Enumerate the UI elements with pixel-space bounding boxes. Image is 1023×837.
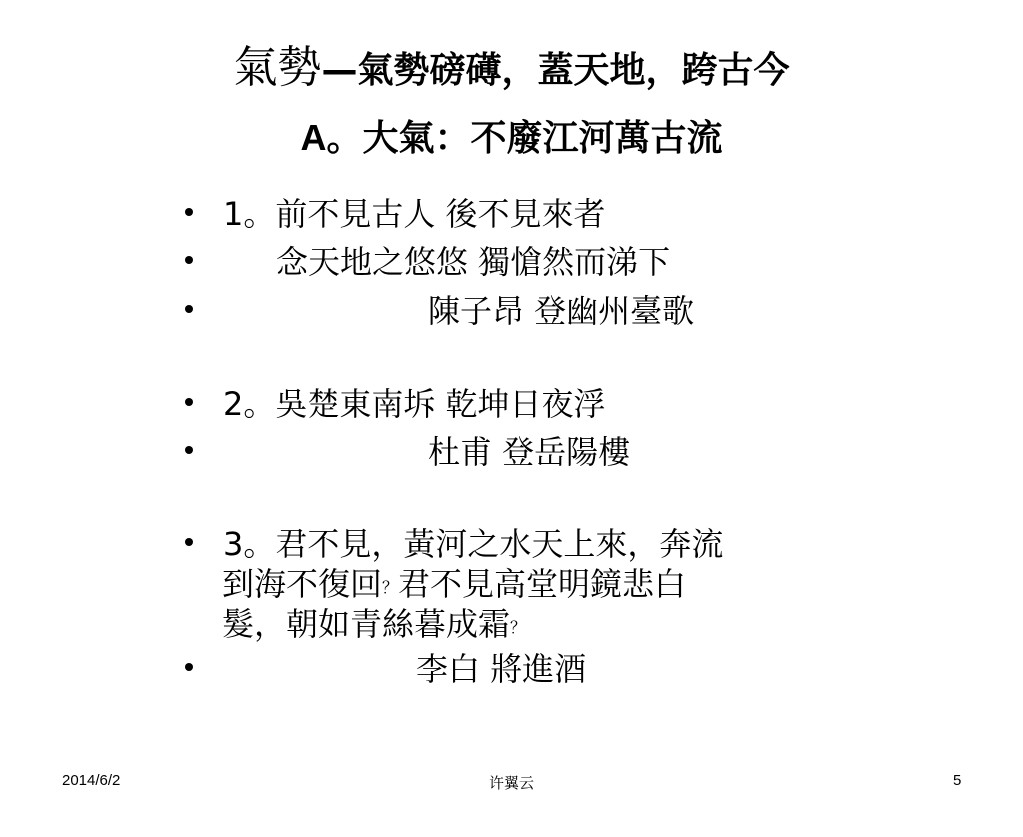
bullet-item-6-line-2 (222, 565, 687, 603)
bullet-text: 君不見高堂明鏡悲白 (398, 565, 687, 603)
bullet-dot-icon (185, 305, 193, 313)
bullet-text: ？ (382, 578, 399, 597)
bullet-dot-icon (185, 208, 193, 216)
title-subheading-letter: A (300, 117, 327, 158)
slide-title-line-1 (0, 42, 1023, 93)
bullet-dot-icon (185, 538, 193, 546)
bullet-text: ？ (510, 618, 527, 637)
bullet-item-6-line-3 (222, 605, 527, 643)
title-subheading-rest: 。大氣：不廢江河萬古流 (326, 118, 723, 159)
bullet-dot-icon (185, 398, 193, 406)
bullet-text: 李白 將進酒 (416, 650, 587, 688)
title-heading-rest: —氣勢磅礡，蓋天地，跨古今 (321, 50, 790, 91)
bullet-text: 陳子昂 登幽州臺歌 (428, 292, 695, 330)
bullet-text: 2。吳楚東南坼 乾坤日夜浮 (223, 385, 606, 423)
bullet-text: 念天地之悠悠 獨愴然而涕下 (276, 243, 671, 281)
bullet-dot-icon (185, 256, 193, 264)
bullet-dot-icon (185, 663, 193, 671)
bullet-text: 1。前不見古人 後不見來者 (223, 195, 606, 233)
bullet-text: 到海不復回 (222, 565, 383, 603)
bullet-text: 髮，朝如青絲暮成霜 (222, 605, 511, 643)
bullet-text: 3。君不見，黃河之水天上來，奔流 (223, 525, 724, 563)
title-heading-big: 氣勢 (233, 42, 322, 93)
bullet-text: 杜甫 登岳陽樓 (428, 433, 631, 471)
bullet-dot-icon (185, 446, 193, 454)
footer-author: 许翼云 (488, 775, 534, 792)
footer-page-number: 5 (953, 772, 962, 789)
footer-date: 2014/6/2 (62, 772, 121, 789)
slide-title-line-2 (0, 117, 1023, 159)
